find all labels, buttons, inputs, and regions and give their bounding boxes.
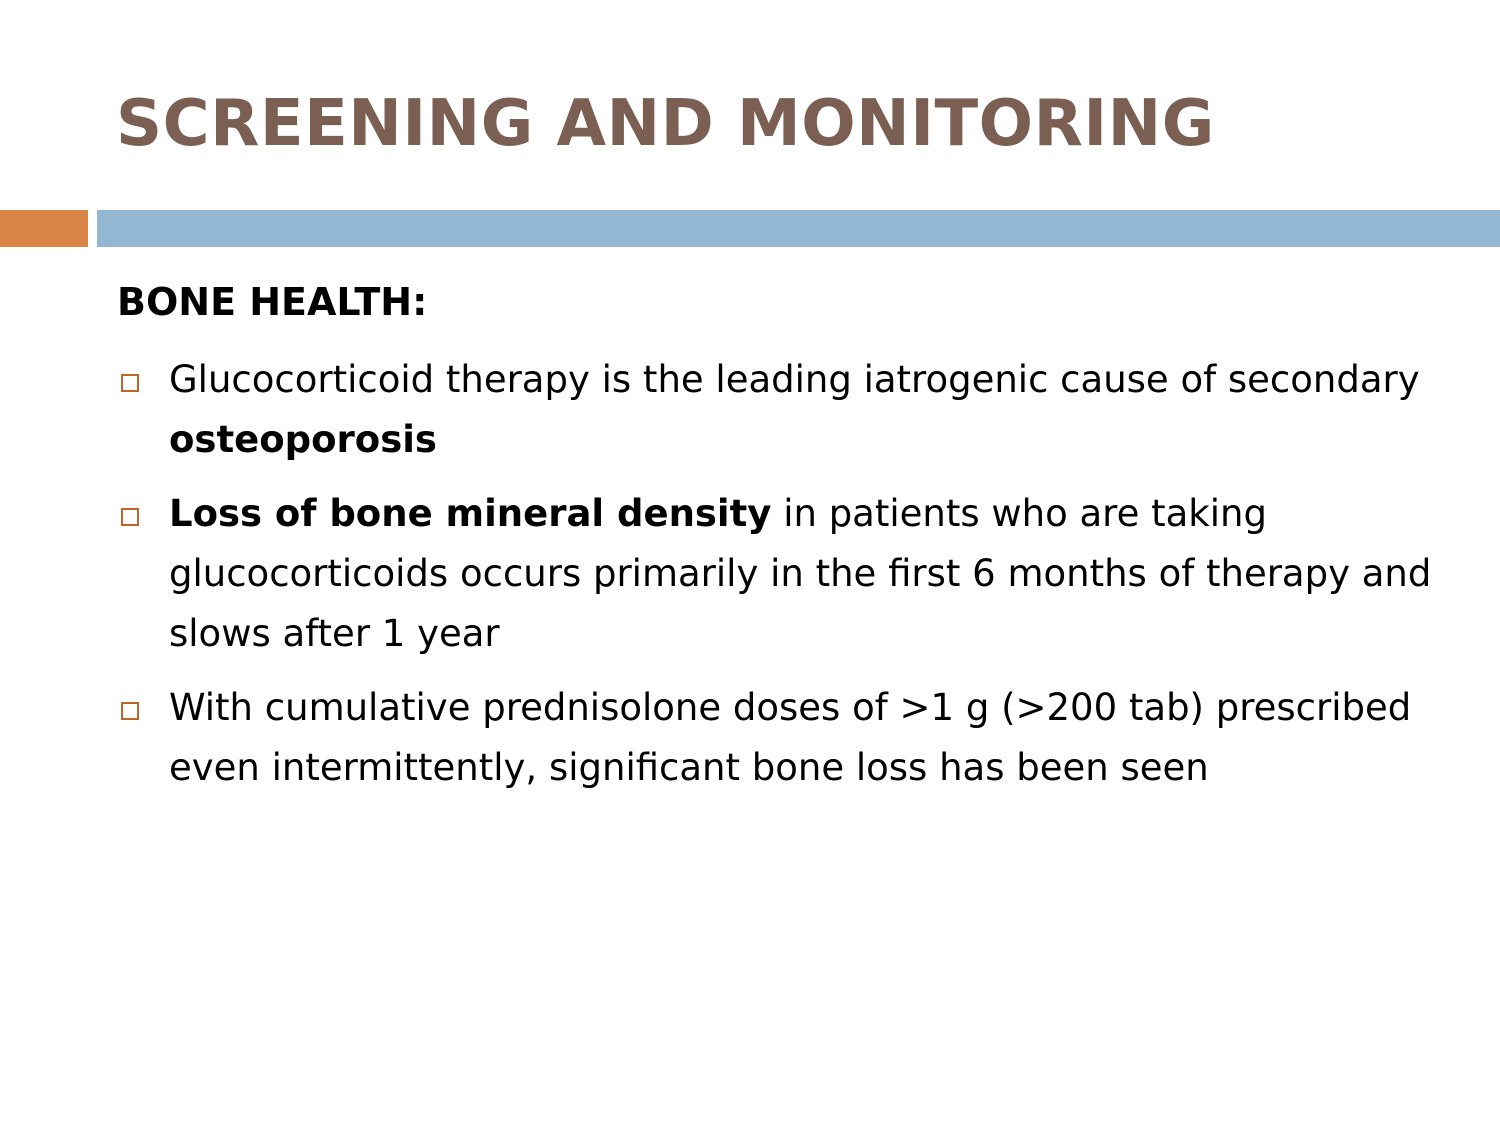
- bullet-text: With cumulative prednisolone doses of >1 g (>200 tab) prescribed even intermittently, significant bone loss has been seen: [169, 686, 1412, 789]
- square-outline-icon: [121, 374, 139, 392]
- bullet-list: [117, 350, 1437, 798]
- bullet-item-prednisolone: [117, 678, 1437, 798]
- bullet-item-osteoporosis: [117, 350, 1437, 470]
- bullet-text: in patients who are taking glucocorticoids occurs primarily in the first 6 months of therapy and slows after 1 year: [169, 492, 1432, 655]
- bullet-item-bone-density: [117, 484, 1437, 664]
- accent-bar-blue: [97, 210, 1500, 247]
- square-outline-icon: [121, 702, 139, 720]
- slide-content: [117, 276, 1437, 812]
- bullet-text: Glucocorticoid therapy is the leading iatrogenic cause of secondary: [169, 358, 1420, 401]
- accent-bar-orange: [0, 210, 88, 247]
- slide-title: SCREENING AND MONITORING: [116, 87, 1215, 161]
- bullet-bold-text: osteoporosis: [169, 418, 437, 461]
- bullet-bold-text: Loss of bone mineral density: [169, 492, 772, 535]
- square-outline-icon: [121, 508, 139, 526]
- section-heading: BONE HEALTH:: [117, 280, 428, 324]
